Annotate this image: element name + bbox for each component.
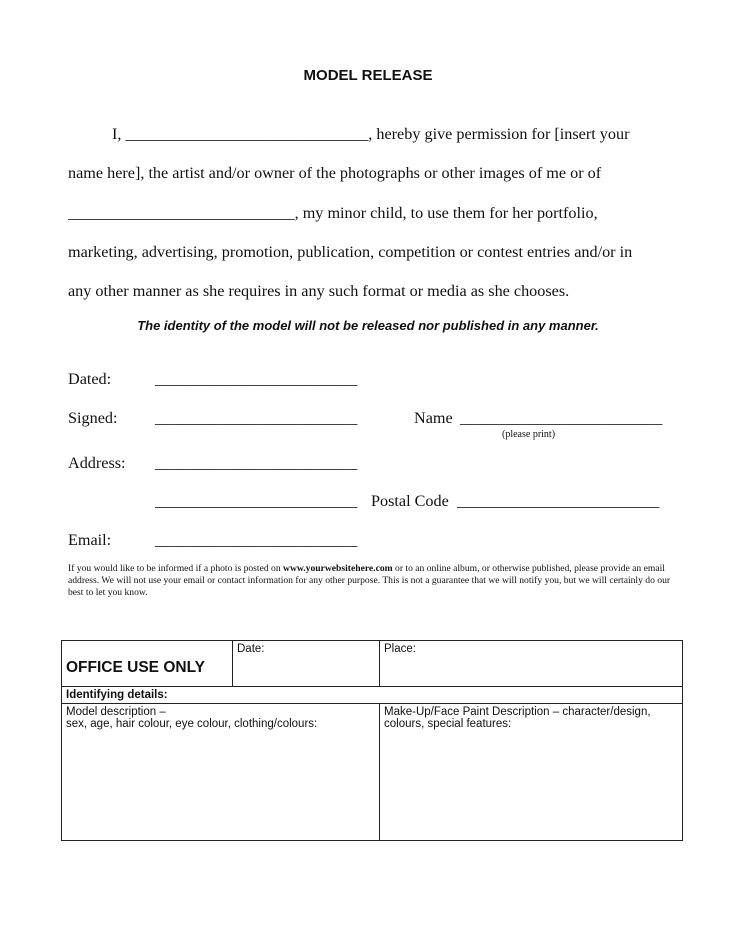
- office-date-cell[interactable]: [233, 641, 380, 687]
- signed-label: Signed:: [68, 409, 118, 427]
- email-field[interactable]: _________________________: [155, 531, 358, 549]
- website-link[interactable]: www.yourwebsitehere.com: [283, 563, 393, 574]
- postal-code-field[interactable]: _________________________: [457, 492, 660, 510]
- makeup-description-cell[interactable]: [380, 704, 683, 841]
- postal-code-label: Postal Code: [371, 492, 449, 510]
- name-field[interactable]: _________________________: [460, 409, 663, 427]
- document-title: MODEL RELEASE: [303, 67, 433, 84]
- release-line-4: marketing, advertising, promotion, publication, competition or contest entries and/or in: [68, 243, 633, 261]
- identifying-details-cell: [62, 687, 683, 704]
- model-description-hint: sex, age, hair colour, eye colour, clothing/colours:: [66, 718, 318, 730]
- email-label: Email:: [68, 531, 112, 549]
- office-use-table: [61, 640, 683, 841]
- release-line-3: ____________________________, my minor child, to use them for her portfolio,: [68, 204, 598, 222]
- email-note-text: If you would like to be informed if a photo is posted on: [68, 563, 284, 574]
- release-line-1: I, ______________________________, hereby give permission for [insert your: [112, 125, 630, 143]
- name-hint: (please print): [502, 429, 556, 440]
- address-field-1[interactable]: _________________________: [155, 454, 358, 472]
- release-line-2: name here], the artist and/or owner of the photographs or other images of me or of: [68, 164, 602, 182]
- makeup-description-label: Make-Up/Face Paint Description – character/design,: [384, 706, 651, 718]
- office-place-label: Place:: [384, 643, 416, 655]
- dated-field[interactable]: _________________________: [155, 370, 358, 388]
- office-use-heading: OFFICE USE ONLY: [66, 658, 205, 676]
- email-note-rest: or to an online album, or otherwise published, please provide an email address. We will not use your email or contact information for any other purpose. This is not a guarantee that we will notify you, but we will certainly do our best to let you know.: [68, 563, 671, 598]
- makeup-description-hint: colours, special features:: [384, 718, 512, 730]
- dated-label: Dated:: [68, 370, 112, 388]
- office-date-label: Date:: [237, 643, 265, 655]
- address-label: Address:: [68, 454, 126, 472]
- model-description-label: Model description –: [66, 706, 166, 718]
- address-field-2[interactable]: _________________________: [155, 492, 358, 510]
- office-use-heading-cell: [62, 641, 233, 687]
- privacy-notice: The identity of the model will not be released nor published in any manner.: [137, 318, 599, 333]
- identifying-details-label: Identifying details:: [66, 689, 168, 701]
- signature-field[interactable]: _________________________: [155, 409, 358, 427]
- name-label: Name: [414, 409, 453, 427]
- email-note: [68, 563, 678, 599]
- model-description-cell[interactable]: [62, 704, 380, 841]
- office-place-cell[interactable]: [380, 641, 683, 687]
- release-line-5: any other manner as she requires in any such format or media as she chooses.: [68, 282, 570, 300]
